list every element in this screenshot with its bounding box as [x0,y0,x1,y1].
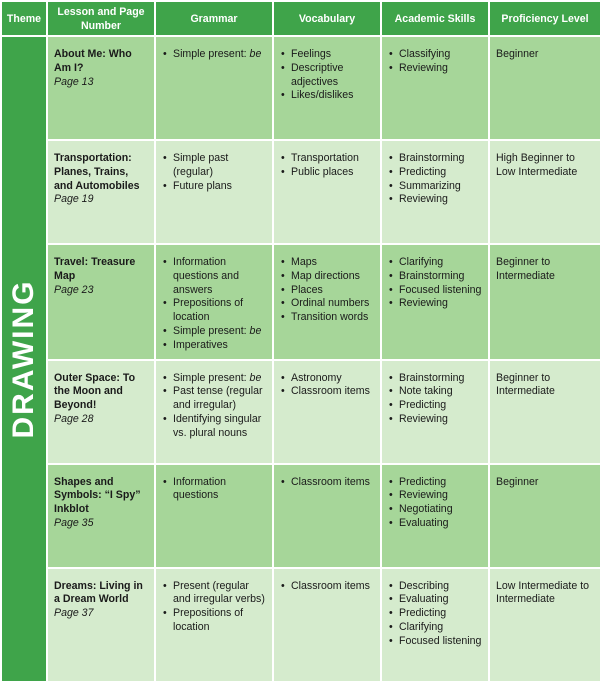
proficiency-level-text: Beginner [496,475,539,488]
theme-cell [1,36,47,682]
academic-skill-item: • Clarifying [388,256,482,270]
vocabulary-list [280,372,374,400]
vocabulary-item: • Classroom items [280,580,374,594]
lesson-cell [47,568,155,682]
grammar-item [162,297,266,325]
vocabulary-cell [273,568,381,682]
grammar-italic-term: be [249,48,262,60]
vocabulary-item: • Descriptive adjectives [280,62,374,90]
vocabulary-cell [273,464,381,568]
lesson-cell [47,464,155,568]
lesson-cell [47,36,155,140]
grammar-cell [155,36,273,140]
academic-skill-item: • Predicting [388,399,482,413]
academic-skills-cell [381,244,489,360]
table-row [1,360,600,464]
academic-skill-list [388,256,482,311]
header-academic-skills: Academic Skills [381,1,489,36]
grammar-item [162,580,266,608]
lesson-page-number: Page 13 [54,75,94,88]
lesson-cell [47,140,155,244]
header-vocabulary: Vocabulary [273,1,381,36]
proficiency-level-text: Low Intermediate to Intermediate [496,579,590,606]
grammar-text: Future plans [173,179,232,192]
vocabulary-item: • Map directions [280,270,374,284]
grammar-item [162,372,266,386]
vocabulary-list [280,580,374,594]
grammar-italic-term: be [249,324,262,337]
table-row [1,140,600,244]
academic-skills-cell [381,36,489,140]
academic-skill-item: • Reviewing [388,489,482,503]
vocabulary-list [280,256,374,325]
academic-skill-item: • Evaluating [388,517,482,531]
academic-skills-cell [381,464,489,568]
proficiency-level-text: Beginner to Intermediate [496,256,555,282]
vocabulary-cell [273,244,381,360]
lesson-cell [47,360,155,464]
proficiency-level-cell [489,360,600,464]
grammar-item [162,476,266,504]
grammar-text: Simple present: [173,371,250,384]
theme-label: DRAWING [7,279,41,439]
grammar-item [162,413,266,441]
grammar-italic-term: be [249,371,262,384]
table-row [1,36,600,140]
lesson-page-number: Page 23 [54,283,94,296]
header-theme: Theme [1,1,47,36]
academic-skill-item: • Predicting [388,607,482,621]
proficiency-level-text: Beginner to Intermediate [496,371,555,398]
academic-skill-list [388,476,482,531]
academic-skill-item: • Describing [388,580,482,594]
grammar-item [162,48,266,62]
vocabulary-item: • Places [280,284,374,298]
vocabulary-item: • Public places [280,166,374,180]
vocabulary-item: • Transportation [280,152,374,166]
vocabulary-list [280,152,374,180]
lesson-title: Outer Space: To the Moon and Beyond! [54,371,136,412]
lesson-cell [47,244,155,360]
grammar-list [162,48,266,62]
academic-skill-list [388,152,482,207]
academic-skill-list [388,372,482,427]
grammar-cell [155,244,273,360]
grammar-item [162,339,266,353]
vocabulary-item: • Likes/dislikes [280,89,374,103]
table-row [1,464,600,568]
vocabulary-item: • Feelings [280,48,374,62]
vocabulary-cell [273,140,381,244]
grammar-text: Present (regular and irregular verbs) [173,579,265,606]
academic-skills-cell [381,568,489,682]
grammar-cell [155,568,273,682]
academic-skill-list [388,580,482,649]
header-lesson: Lesson and Page Number [47,1,155,36]
header-grammar: Grammar [155,1,273,36]
vocabulary-item: • Transition words [280,311,374,325]
proficiency-level-text: High Beginner to Low Intermediate [496,152,578,178]
academic-skill-item: • Focused listening [388,284,482,298]
academic-skill-item: • Evaluating [388,593,482,607]
grammar-cell [155,140,273,244]
grammar-list [162,152,266,193]
proficiency-level-cell [489,568,600,682]
vocabulary-cell [273,36,381,140]
grammar-item [162,385,266,413]
academic-skill-item: • Brainstorming [388,152,482,166]
academic-skill-item: • Reviewing [388,62,482,76]
header-proficiency-level: Proficiency Level [489,1,600,36]
academic-skills-cell [381,140,489,244]
grammar-text: Imperatives [173,338,228,351]
grammar-item [162,180,266,194]
vocabulary-list [280,48,374,103]
grammar-text: Past tense (regular and irregular) [173,385,263,412]
vocabulary-cell [273,360,381,464]
vocabulary-item: • Astronomy [280,372,374,386]
proficiency-level-cell [489,140,600,244]
academic-skill-item: • Note taking [388,385,482,399]
academic-skill-item: • Clarifying [388,621,482,635]
grammar-text: Simple present: [173,324,250,337]
academic-skills-cell [381,360,489,464]
vocabulary-list [280,476,374,490]
table-row [1,244,600,360]
grammar-list [162,580,266,635]
proficiency-level-cell [489,36,600,140]
academic-skill-item: • Focused listening [388,635,482,649]
lesson-title: Dreams: Living in a Dream World [54,579,143,606]
grammar-list [162,256,266,353]
grammar-cell [155,464,273,568]
academic-skill-item: • Reviewing [388,413,482,427]
grammar-cell [155,360,273,464]
grammar-text: Prepositions of location [173,297,244,324]
academic-skill-item: • Reviewing [388,297,482,311]
grammar-item [162,256,266,297]
grammar-item [162,152,266,180]
grammar-item [162,325,266,339]
vocabulary-item: • Maps [280,256,374,270]
vocabulary-item: • Classroom items [280,476,374,490]
table-row [1,568,600,682]
lesson-page-number: Page 35 [54,516,94,529]
grammar-text: Simple present: [173,48,250,60]
proficiency-level-text: Beginner [496,48,539,60]
header-row [1,1,600,36]
academic-skill-item: • Reviewing [388,193,482,207]
grammar-text: Simple past (regular) [173,152,229,178]
grammar-text: Prepositions of location [173,607,244,633]
lesson-title: Transportation: Planes, Trains, and Automobiles [54,152,140,192]
academic-skill-item: • Brainstorming [388,372,482,386]
academic-skill-item: • Classifying [388,48,482,62]
vocabulary-item: • Classroom items [280,385,374,399]
academic-skill-item: • Predicting [388,166,482,180]
academic-skill-list [388,48,482,76]
table-body [1,36,600,682]
academic-skill-item: • Predicting [388,476,482,490]
lesson-page-number: Page 37 [54,607,94,620]
grammar-text: Information questions and answers [173,256,239,296]
academic-skill-item: • Summarizing [388,180,482,194]
proficiency-level-cell [489,244,600,360]
lesson-page-number: Page 28 [54,412,94,425]
academic-skill-item: • Negotiating [388,503,482,517]
lesson-title: Shapes and Symbols: “I Spy” Inkblot [54,475,141,516]
grammar-text: Identifying singular vs. plural nouns [173,412,262,439]
grammar-text: Information questions [173,475,226,502]
lesson-title: Travel: Treasure Map [54,256,136,282]
grammar-list [162,476,266,504]
academic-skill-item: • Brainstorming [388,270,482,284]
lesson-title: About Me: Who Am I? [54,48,132,74]
proficiency-level-cell [489,464,600,568]
grammar-list [162,372,266,441]
grammar-item [162,607,266,635]
lesson-page-number: Page 19 [54,193,94,206]
vocabulary-item: • Ordinal numbers [280,297,374,311]
